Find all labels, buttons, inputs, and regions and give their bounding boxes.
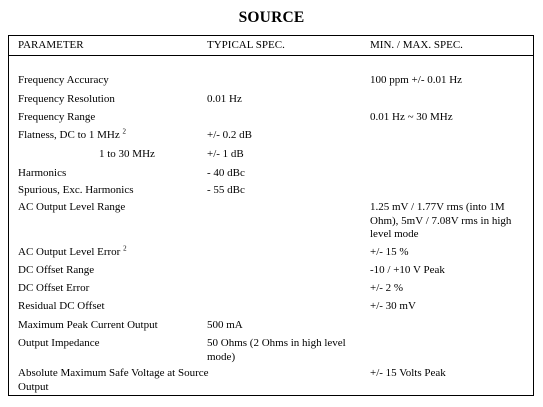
minmax-cell: 0.01 Hz ~ 30 MHz [370, 111, 453, 123]
header-parameter: PARAMETER [18, 39, 84, 51]
typical-cell: 500 mA [207, 319, 243, 331]
parameter-cell: Spurious, Exc. Harmonics [18, 184, 134, 196]
typical-cell: - 40 dBc [207, 167, 245, 179]
minmax-cell: +/- 30 mV [370, 300, 416, 312]
minmax-cell: +/- 15 Volts Peak [370, 367, 446, 379]
minmax-cell: 100 ppm +/- 0.01 Hz [370, 74, 463, 86]
parameter-cell: DC Offset Error [18, 282, 90, 294]
parameter-text: Flatness, DC to 1 MHz [18, 129, 120, 141]
parameter-cell: Frequency Resolution [18, 93, 115, 105]
parameter-text: AC Output Level Error [18, 246, 121, 258]
header-minmax-spec: MIN. / MAX. SPEC. [370, 39, 463, 51]
parameter-cell [18, 246, 210, 260]
parameter-cell: DC Offset Range [18, 264, 95, 276]
footnote-marker: 2 [122, 127, 126, 136]
minmax-cell: +/- 2 % [370, 282, 404, 294]
parameter-cell [18, 129, 210, 143]
typical-cell: - 55 dBc [207, 184, 245, 196]
table-header-row [9, 36, 533, 56]
minmax-cell: -10 / +10 V Peak [370, 264, 445, 276]
typical-cell: 0.01 Hz [207, 93, 242, 105]
page-title: SOURCE [238, 9, 305, 26]
parameter-cell: 1 to 30 MHz [99, 148, 155, 160]
parameter-cell: Frequency Accuracy [18, 74, 109, 86]
spec-table [8, 35, 534, 396]
parameter-cell: Frequency Range [18, 111, 96, 123]
typical-cell: +/- 0.2 dB [207, 129, 253, 141]
parameter-cell: Maximum Peak Current Output [18, 319, 158, 331]
minmax-cell: 1.25 mV / 1.77V rms (into 1M Ohm), 5mV / 7.08V rms in high level mode [370, 201, 512, 240]
parameter-cell: Residual DC Offset [18, 300, 105, 312]
typical-cell: 50 Ohms (2 Ohms in high level mode) [207, 337, 346, 363]
parameter-cell: AC Output Level Range [18, 201, 126, 213]
header-typical-spec: TYPICAL SPEC. [207, 39, 285, 51]
typical-cell: +/- 1 dB [207, 148, 244, 160]
footnote-marker: 2 [123, 244, 127, 253]
parameter-cell: Absolute Maximum Safe Voltage at Source Output [18, 367, 209, 393]
parameter-cell: Harmonics [18, 167, 67, 179]
minmax-cell: +/- 15 % [370, 246, 409, 258]
parameter-cell: Output Impedance [18, 337, 100, 349]
